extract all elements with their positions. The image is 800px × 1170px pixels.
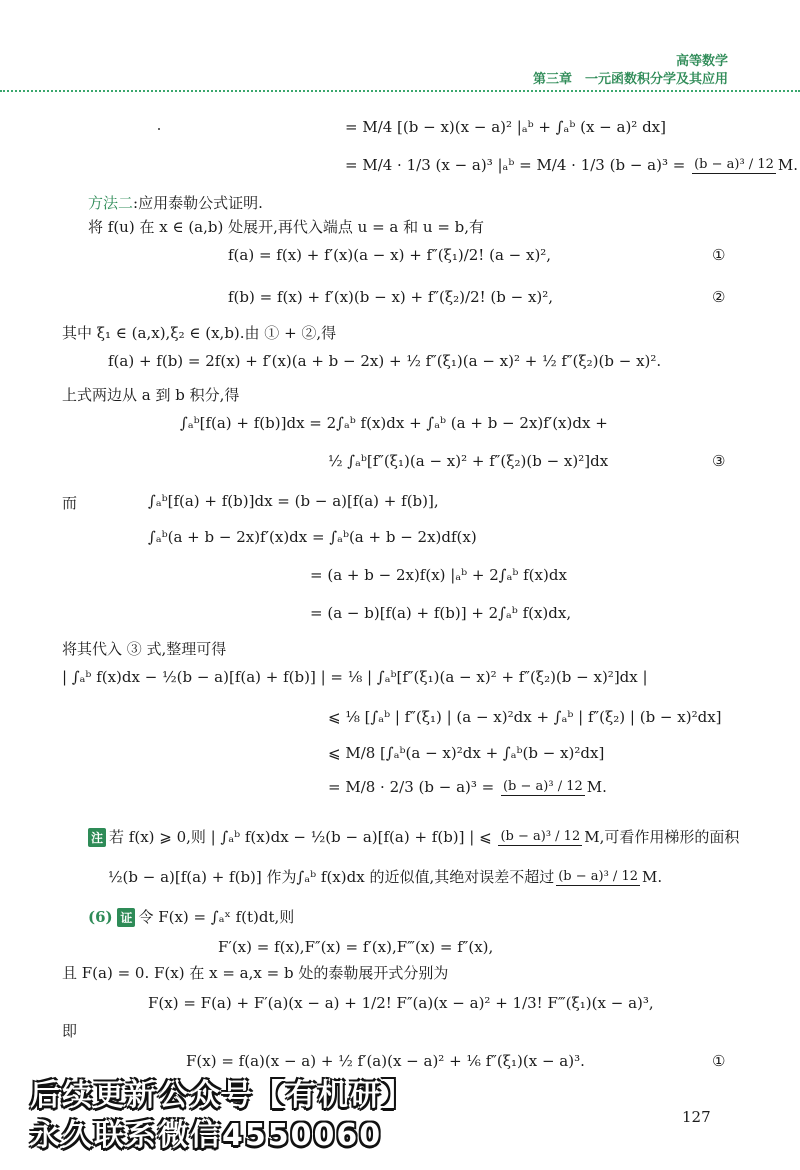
eq-abs-4-frac [501,780,585,795]
eq-er-3: = (a + b − 2x)f(x) |ₐᵇ + 2∫ₐᵇ f(x)dx [310,566,567,584]
note-line-1 [88,826,739,847]
frac-num: (b − a)³ / 12 [500,829,581,845]
eq-sum: f(a) + f(b) = 2f(x) + f′(x)(a + b − 2x) + ½ f″(ξ₁)(a − x)² + ½ f″(ξ₂)(b − x)². [108,352,662,370]
eq-abs-2: ⩽ ⅛ [∫ₐᵇ | f″(ξ₁) | (a − x)²dx + ∫ₐᵇ | f″(ξ₂) | (b − x)²dx] [328,708,722,726]
eq-er-2: ∫ₐᵇ(a + b − 2x)f′(x)dx = ∫ₐᵇ(a + b − 2x)df(x) [148,528,477,546]
eq-derivs: F′(x) = f(x),F″(x) = f′(x),F‴(x) = f″(x), [218,938,494,956]
eq-line-2-frac [692,158,776,173]
text-taylor: 且 F(a) = 0. F(x) 在 x = a,x = b 处的泰勒展开式分别为 [62,964,449,982]
text-er: 而 [62,494,78,512]
frac-num: (b − a)³ / 12 [558,869,638,885]
text-line-where: 其中 ξ₁ ∈ (a,x),ξ₂ ∈ (x,b).由 ① + ②,得 [62,324,337,342]
eq-line-1: = M/4 [(b − x)(x − a)² |ₐᵇ + ∫ₐᵇ (x − a)² dx] [345,118,666,136]
header-divider [0,90,800,92]
text-line-expand: 将 f(u) 在 x ∈ (a,b) 处展开,再代入端点 u = a 和 u = b,有 [88,218,485,236]
eq-number-3: ③ [712,452,726,470]
method-two-line [88,192,263,213]
eq-integral-2: ½ ∫ₐᵇ[f″(ξ₁)(a − x)² + f″(ξ₂)(b − x)²]dx [328,452,609,470]
note-frac-1 [498,830,582,845]
note-frac-2 [556,870,640,885]
watermark-line-2: 永久联系微信4550060 [30,1118,383,1153]
eq-number-2: ② [712,288,726,306]
eq-number-4: ① [712,1052,726,1070]
note-text-1-tail: M,可看作用梯形的面积 [584,828,740,846]
eq-abs-1: | ∫ₐᵇ f(x)dx − ½(b − a)[f(a) + f(b)] | = ⅛ | ∫ₐᵇ[f″(ξ₁)(a − x)² + f″(ξ₂)(b − x)²]dx | [62,668,648,686]
page-number: 127 [682,1108,711,1126]
eq-integral-1: ∫ₐᵇ[f(a) + f(b)]dx = 2∫ₐᵇ f(x)dx + ∫ₐᵇ (a + b − 2x)f′(x)dx + [180,414,608,432]
eq-line-2-main: = M/4 · 1/3 (x − a)³ |ₐᵇ = M/4 · 1/3 (b − a)³ = [345,156,691,174]
proof-line [88,906,294,927]
method-two-label: 方法二 [88,194,134,212]
chapter-title: 第三章 一元函数积分学及其应用 [532,72,728,87]
eq-line-2-tail: M. [777,156,799,174]
eq-abs-3: ⩽ M/8 [∫ₐᵇ(a − x)²dx + ∫ₐᵇ(b − x)²dx] [328,744,605,762]
eq-number-1: ① [712,246,726,264]
proof-text: 令 F(x) = ∫ₐˣ f(t)dt,则 [138,908,295,926]
frac-num: (b − a)³ / 12 [694,157,774,173]
eq-er-1: ∫ₐᵇ[f(a) + f(b)]dx = (b − a)[f(a) + f(b)], [148,492,439,510]
eq-abs-4-main: = M/8 · 2/3 (b − a)³ = [328,778,499,796]
text-ji: 即 [62,1022,78,1040]
text-substitute: 将其代入 ③ 式,整理可得 [62,640,227,658]
note-line-2 [108,866,662,887]
eq-taylor-F: F(x) = F(a) + F′(a)(x − a) + 1/2! F″(a)(x − a)² + 1/3! F‴(ξ₁)(x − a)³, [148,994,654,1012]
eq-line-2 [345,156,798,174]
book-title: 高等数学 [675,54,728,69]
note-badge: 注 [88,828,106,847]
note-text-2: ½(b − a)[f(a) + f(b)] 作为∫ₐᵇ f(x)dx 的近似值,其绝对误差不超过 [108,868,555,886]
eq-abs-4-tail: M. [586,778,607,796]
note-text-1: 若 f(x) ⩾ 0,则 | ∫ₐᵇ f(x)dx − ½(b − a)[f(a) + f(b)] | ⩽ [109,828,497,846]
eq-er-4: = (a − b)[f(a) + f(b)] + 2∫ₐᵇ f(x)dx, [310,604,572,622]
eq-abs-4 [328,778,607,796]
eq-fa: f(a) = f(x) + f′(x)(a − x) + f″(ξ₁)/2! (a − x)², [228,246,552,264]
frac-num: (b − a)³ / 12 [502,779,583,795]
text-line-integrate: 上式两边从 a 到 b 积分,得 [62,386,240,404]
method-two-text: :应用泰勒公式证明. [133,194,263,212]
speck [158,128,160,130]
note-text-2-tail: M. [642,868,663,886]
eq-taylor-f: F(x) = f(a)(x − a) + ½ f′(a)(x − a)² + ⅙ f″(ξ₁)(x − a)³. [186,1052,585,1070]
watermark-line-1: 后续更新公众号【有机研】 [30,1078,414,1113]
part-number: (6) [88,908,113,926]
eq-fb: f(b) = f(x) + f′(x)(b − x) + f″(ξ₂)/2! (b − x)², [228,288,554,306]
proof-badge: 证 [117,908,135,927]
